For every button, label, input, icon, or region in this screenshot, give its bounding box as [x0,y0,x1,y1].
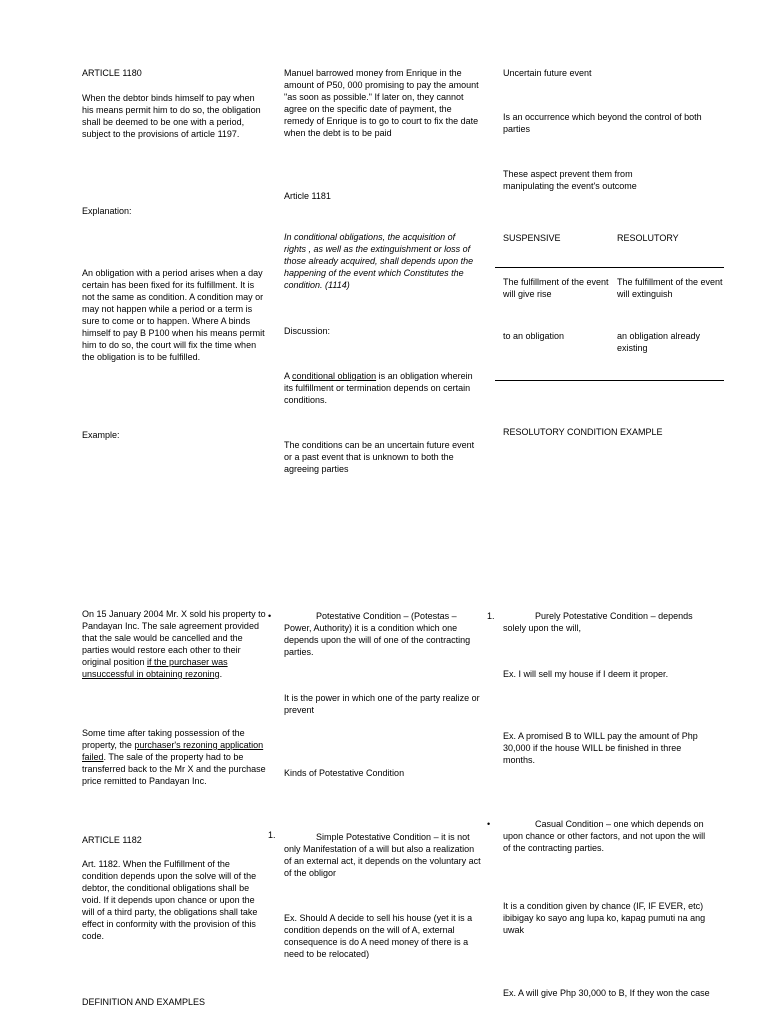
example-promised: Ex. A promised B to WILL pay the amount of Php 30,000 if the house WILL be finished in three months. [503,731,698,765]
resolutory-result: an obligation already existing [617,331,701,353]
case-rezoning-condition: if the purchaser was unsuccessful in obtaining rezoning [82,657,228,679]
explanation-text: An obligation with a period arises when a day certain has been fixed for its fulfillment. It is not the same as condition. A condition may or may not happen while a period or a term is sure to come or to happen. Where A binds himself to pay B P100 when his means permit him to do so, the court will fix the time when the obligation is to be fulfilled. [82,268,265,362]
suspensive-result: to an obligation [503,331,565,341]
example-should-decide: Ex. Should A decide to sell his house (yet it is a condition depends on the will of A, external consequence is do A need money of there is a need to be relocated) [284,913,473,959]
purely-potestative-text: Purely Potestative Condition – depends solely upon the will, [503,611,693,633]
example-won-case: Ex. A will give Php 30,000 to B, If they won the case [503,988,710,998]
table-divider-bottom [495,380,724,381]
case-paragraph-2 [82,727,268,787]
case-paragraph-2-text: Some time after taking possession of the property, the [82,728,245,750]
conditional-obligation-definition [284,370,482,406]
potestative-condition-text: Potestative Condition – (Potestas – Power, Authority) it is a condition which one depends upon the will of one of the contracting parties. [284,611,471,657]
table-divider-top [495,267,724,268]
article-1181-text: In conditional obligations, the acquisition of rights , as well as the extinguishment or loss of those already acquired, shall depends upon the happening of the event which Constitutes the condition. (1114) [284,232,474,290]
case-paragraph-1-end: . [219,669,223,679]
conditions-text: The conditions can be an uncertain future event or a past event that is unknown to both the agreeing parties [284,440,475,474]
chance-condition-text: It is a condition given by chance (IF, IF EVER, etc) ibibigay ko sayo ang lupa ko, kapag pumuti na ang uwak [503,901,706,935]
casual-condition-text: Casual Condition – one which depends on upon chance or other factors, and not upon the will of the contracting parties. [503,819,706,853]
potestative-power-text: It is the power in which one of the party realize or prevent [284,693,480,715]
simple-potestative-text: Simple Potestative Condition – it is not only Manifestation of a will but also a realization of an external act, it depends on the voluntary act of the obligor [284,832,481,878]
conditional-obligation-prefix: A [284,371,293,381]
definition-heading: DEFINITION AND EXAMPLES [82,997,206,1007]
discussion-heading: Discussion: [284,326,331,336]
resolutory-condition-example-heading: RESOLUTORY CONDITION EXAMPLE [503,427,663,437]
casual-bullet: • [487,819,491,829]
example-heading: Example: [82,430,120,440]
resolutory-fulfillment: The fulfillment of the event will extinguish [617,277,723,299]
case-paragraph-1 [82,608,268,680]
simple-potestative-number: 1. [268,830,276,840]
article-1181-heading: Article 1181 [284,191,331,201]
aspect-text: These aspect prevent them from manipulating the event's outcome [503,169,637,191]
uncertain-future-event-heading: Uncertain future event [503,68,592,78]
case-paragraph-1-text: On 15 January 2004 Mr. X sold his property to Pandayan Inc. The sale agreement provided that the sale would be cancelled and the parties would restore each other to their original position [82,609,266,667]
occurrence-text: Is an occurrence which beyond the control of both parties [503,112,702,134]
article-1180-text: When the debtor binds himself to pay when his means permit him to do so, the obligation shall be deemed to be one with a period, subject to the provisions of article 1197. [82,93,261,139]
suspensive-fulfillment: The fulfillment of the event will give rise [503,277,609,299]
case-paragraph-2-rest: . The sale of the property had to be transferred back to the Mr X and the purchase price remitted to Pandayan Inc. [82,752,266,786]
explanation-heading: Explanation: [82,206,132,216]
example-sell-house: Ex. I will sell my house if I deem it proper. [503,669,669,679]
purely-potestative-number: 1. [487,611,495,621]
suspensive-header: SUSPENSIVE [503,233,561,243]
article-1182-text: Art. 1182. When the Fulfillment of the condition depends upon the solve will of the debtor, the conditional obligations shall be void. If it depends upon chance or upon the will of a third party, the obligations shall take effect in conformity with the provision of this code. [82,859,258,941]
potestative-bullet: • [268,611,272,621]
conditional-obligation-rest: is an obligation wherein its fulfillment or termination depends on certain conditions. [284,371,473,405]
manuel-example-text: Manuel barrowed money from Enrique in the amount of P50, 000 promising to pay the amount "as soon as possible." If later on, they cannot agree on the specific date of payment, the remedy of Enrique is to go to court to fix the date when the debt is to be paid [284,68,479,138]
case-rezoning-failed: purchaser's rezoning application failed [82,740,264,762]
kinds-of-potestative-heading: Kinds of Potestative Condition [284,768,405,778]
conditional-obligation-term: conditional obligation [292,371,377,381]
article-1182-heading: ARTICLE 1182 [82,835,142,845]
resolutory-header: RESOLUTORY [617,233,679,243]
article-1180-heading: ARTICLE 1180 [82,68,142,78]
